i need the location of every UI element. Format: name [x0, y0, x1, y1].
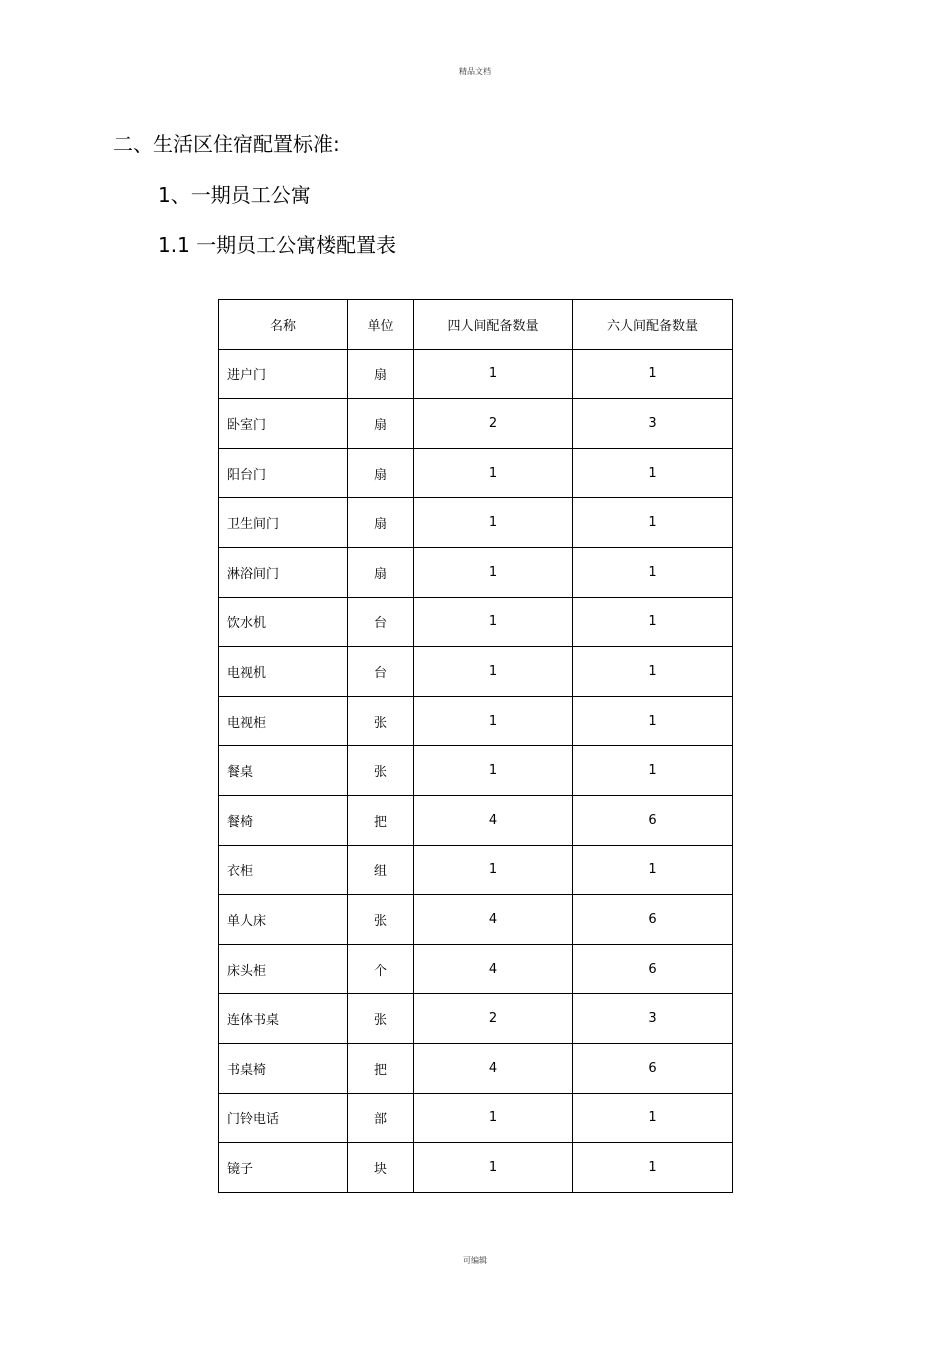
cell-six-person-qty: 1 — [573, 349, 733, 399]
cell-six-person-qty: 1 — [573, 696, 733, 746]
cell-unit: 扇 — [348, 547, 414, 597]
cell-six-person-qty: 1 — [573, 647, 733, 697]
cell-name: 衣柜 — [219, 845, 348, 895]
cell-four-person-qty: 2 — [414, 994, 573, 1044]
cell-six-person-qty: 1 — [573, 498, 733, 548]
cell-four-person-qty: 1 — [414, 746, 573, 796]
cell-four-person-qty: 1 — [414, 597, 573, 647]
cell-six-person-qty: 1 — [573, 1093, 733, 1143]
table-row — [219, 597, 733, 647]
cell-name: 卫生间门 — [219, 498, 348, 548]
cell-six-person-qty: 3 — [573, 399, 733, 449]
table-row — [219, 1043, 733, 1093]
cell-name: 床头柜 — [219, 944, 348, 994]
cell-unit: 把 — [348, 1043, 414, 1093]
cell-four-person-qty: 1 — [414, 845, 573, 895]
page-footer: 可编辑 — [463, 1256, 487, 1265]
cell-unit: 张 — [348, 696, 414, 746]
cell-four-person-qty: 4 — [414, 1043, 573, 1093]
cell-name: 单人床 — [219, 895, 348, 945]
table-row — [219, 746, 733, 796]
cell-six-person-qty: 1 — [573, 597, 733, 647]
cell-four-person-qty: 1 — [414, 547, 573, 597]
column-header-name: 名称 — [219, 300, 348, 350]
cell-four-person-qty: 1 — [414, 1093, 573, 1143]
cell-unit: 扇 — [348, 448, 414, 498]
cell-name: 镜子 — [219, 1143, 348, 1193]
cell-six-person-qty: 6 — [573, 895, 733, 945]
cell-unit: 块 — [348, 1143, 414, 1193]
cell-unit: 扇 — [348, 498, 414, 548]
cell-unit: 组 — [348, 845, 414, 895]
cell-name: 门铃电话 — [219, 1093, 348, 1143]
cell-unit: 张 — [348, 994, 414, 1044]
table-row — [219, 349, 733, 399]
table-row — [219, 795, 733, 845]
table-row — [219, 845, 733, 895]
cell-name: 淋浴间门 — [219, 547, 348, 597]
table-row — [219, 498, 733, 548]
cell-four-person-qty: 4 — [414, 895, 573, 945]
table-row — [219, 647, 733, 697]
cell-six-person-qty: 6 — [573, 1043, 733, 1093]
table-row — [219, 1143, 733, 1193]
cell-name: 卧室门 — [219, 399, 348, 449]
cell-six-person-qty: 1 — [573, 1143, 733, 1193]
table-row — [219, 399, 733, 449]
cell-name: 餐椅 — [219, 795, 348, 845]
cell-unit: 台 — [348, 647, 414, 697]
table-title: 1.1 一期员工公寓楼配置表 — [158, 233, 397, 257]
cell-name: 电视机 — [219, 647, 348, 697]
cell-name: 电视柜 — [219, 696, 348, 746]
table-row — [219, 895, 733, 945]
cell-unit: 把 — [348, 795, 414, 845]
cell-name: 连体书桌 — [219, 994, 348, 1044]
column-header-unit: 单位 — [348, 300, 414, 350]
cell-four-person-qty: 1 — [414, 647, 573, 697]
cell-four-person-qty: 1 — [414, 498, 573, 548]
cell-four-person-qty: 4 — [414, 944, 573, 994]
cell-unit: 扇 — [348, 349, 414, 399]
cell-unit: 张 — [348, 746, 414, 796]
table-row — [219, 448, 733, 498]
cell-unit: 扇 — [348, 399, 414, 449]
page-header: 精品文档 — [459, 67, 491, 76]
table-header-row — [219, 300, 733, 350]
subsection-heading: 1、一期员工公寓 — [158, 183, 311, 207]
cell-unit: 张 — [348, 895, 414, 945]
config-table — [218, 299, 733, 1193]
cell-four-person-qty: 1 — [414, 349, 573, 399]
table-row — [219, 994, 733, 1044]
table-row — [219, 547, 733, 597]
column-header-four-person: 四人间配备数量 — [414, 300, 573, 350]
cell-six-person-qty: 1 — [573, 448, 733, 498]
cell-name: 饮水机 — [219, 597, 348, 647]
table-body — [219, 349, 733, 1192]
cell-name: 餐桌 — [219, 746, 348, 796]
cell-name: 书桌椅 — [219, 1043, 348, 1093]
cell-six-person-qty: 6 — [573, 795, 733, 845]
column-header-six-person: 六人间配备数量 — [573, 300, 733, 350]
table-row — [219, 696, 733, 746]
cell-name: 进户门 — [219, 349, 348, 399]
cell-six-person-qty: 1 — [573, 746, 733, 796]
cell-unit: 个 — [348, 944, 414, 994]
table-row — [219, 944, 733, 994]
cell-six-person-qty: 1 — [573, 547, 733, 597]
cell-four-person-qty: 1 — [414, 448, 573, 498]
cell-four-person-qty: 4 — [414, 795, 573, 845]
cell-unit: 台 — [348, 597, 414, 647]
cell-unit: 部 — [348, 1093, 414, 1143]
cell-six-person-qty: 6 — [573, 944, 733, 994]
cell-four-person-qty: 1 — [414, 696, 573, 746]
section-heading: 二、生活区住宿配置标准: — [113, 132, 340, 156]
cell-name: 阳台门 — [219, 448, 348, 498]
cell-four-person-qty: 1 — [414, 1143, 573, 1193]
cell-four-person-qty: 2 — [414, 399, 573, 449]
cell-six-person-qty: 1 — [573, 845, 733, 895]
cell-six-person-qty: 3 — [573, 994, 733, 1044]
table-row — [219, 1093, 733, 1143]
